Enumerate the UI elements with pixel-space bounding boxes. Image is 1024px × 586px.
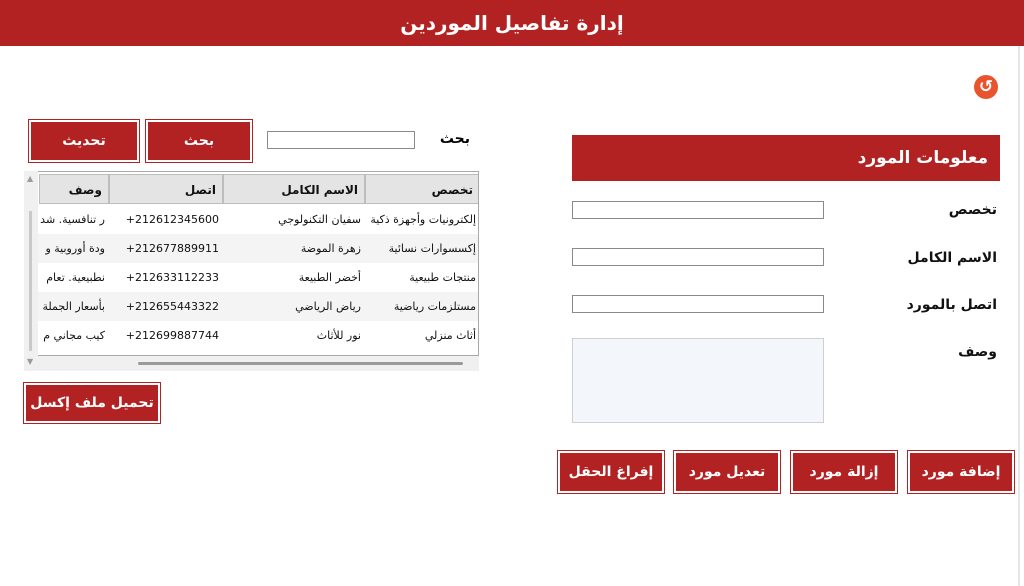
column-header-description[interactable]: وصف	[39, 174, 109, 204]
scroll-down-arrow-icon[interactable]: ▼	[27, 357, 34, 366]
cell-fullname: سفيان التكنولوجي	[278, 213, 361, 226]
description-label: وصف	[958, 344, 997, 360]
cell-fullname: رياض الرياضي	[295, 300, 361, 313]
cell-fullname: زهرة الموضة	[300, 242, 361, 255]
window-edge	[1018, 46, 1020, 586]
cell-description: بأسعار الجملة	[42, 300, 105, 313]
table-row[interactable]	[25, 321, 478, 350]
cell-description: ر تنافسية. شد	[40, 213, 105, 226]
cell-specialty: أثاث منزلي	[424, 329, 476, 342]
table-horizontal-scrollbar[interactable]	[38, 356, 479, 371]
cell-specialty: مستلزمات رياضية	[393, 300, 476, 313]
edit-supplier-button[interactable]: تعديل مورد	[674, 451, 780, 493]
cell-contact: +212699887744	[125, 329, 219, 342]
table-row[interactable]	[25, 234, 478, 263]
remove-supplier-button[interactable]: إزالة مورد	[791, 451, 897, 493]
cell-description: نطبيعية. تعام	[46, 271, 105, 284]
cell-specialty: منتجات طبيعية	[409, 271, 476, 284]
specialty-field[interactable]	[572, 201, 824, 219]
horizontal-scroll-thumb[interactable]	[138, 362, 463, 365]
search-label: بحث	[439, 131, 470, 147]
suppliers-table[interactable]	[24, 171, 479, 356]
cell-contact: +212612345600	[125, 213, 219, 226]
clear-fields-button[interactable]: إفراغ الحقل	[558, 451, 664, 493]
cell-contact: +212633112233	[125, 271, 219, 284]
page-title: إدارة تفاصيل الموردين	[0, 0, 1024, 46]
search-button[interactable]: بحث	[146, 120, 252, 162]
column-header-fullname[interactable]: الاسم الكامل	[223, 174, 365, 204]
table-row[interactable]	[25, 263, 478, 292]
add-supplier-button[interactable]: إضافة مورد	[908, 451, 1014, 493]
refresh-button[interactable]: تحديث	[29, 120, 139, 162]
cell-description: كيب مجاني م	[43, 329, 105, 342]
vertical-scroll-thumb[interactable]	[29, 211, 32, 351]
cell-specialty: إكسسوارات نسائية	[388, 242, 476, 255]
table-row[interactable]	[25, 292, 478, 321]
table-row[interactable]	[25, 205, 478, 234]
column-header-specialty[interactable]: تخصص	[365, 174, 479, 204]
cell-specialty: إلكترونيات وأجهزة ذكية	[370, 213, 476, 226]
download-excel-button[interactable]: تحميل ملف إكسل	[24, 383, 160, 423]
cell-contact: +212655443322	[125, 300, 219, 313]
contact-label: اتصل بالمورد	[906, 297, 997, 313]
table-vertical-scrollbar[interactable]	[24, 171, 38, 371]
cell-fullname: نور للأثاث	[316, 329, 361, 342]
cell-contact: +212677889911	[125, 242, 219, 255]
scroll-up-arrow-icon[interactable]: ▲	[27, 174, 34, 183]
undo-arrow-icon[interactable]: ↺	[974, 75, 998, 99]
specialty-label: تخصص	[948, 202, 997, 218]
fullname-field[interactable]	[572, 248, 824, 266]
cell-description: ودة أوروبية و	[45, 242, 105, 255]
column-header-contact[interactable]: اتصل	[109, 174, 223, 204]
search-input[interactable]	[267, 131, 415, 149]
cell-fullname: أخضر الطبيعة	[298, 271, 361, 284]
fullname-label: الاسم الكامل	[907, 250, 997, 266]
description-field[interactable]	[572, 338, 824, 423]
supplier-info-header: معلومات المورد	[572, 135, 1000, 181]
contact-field[interactable]	[572, 295, 824, 313]
